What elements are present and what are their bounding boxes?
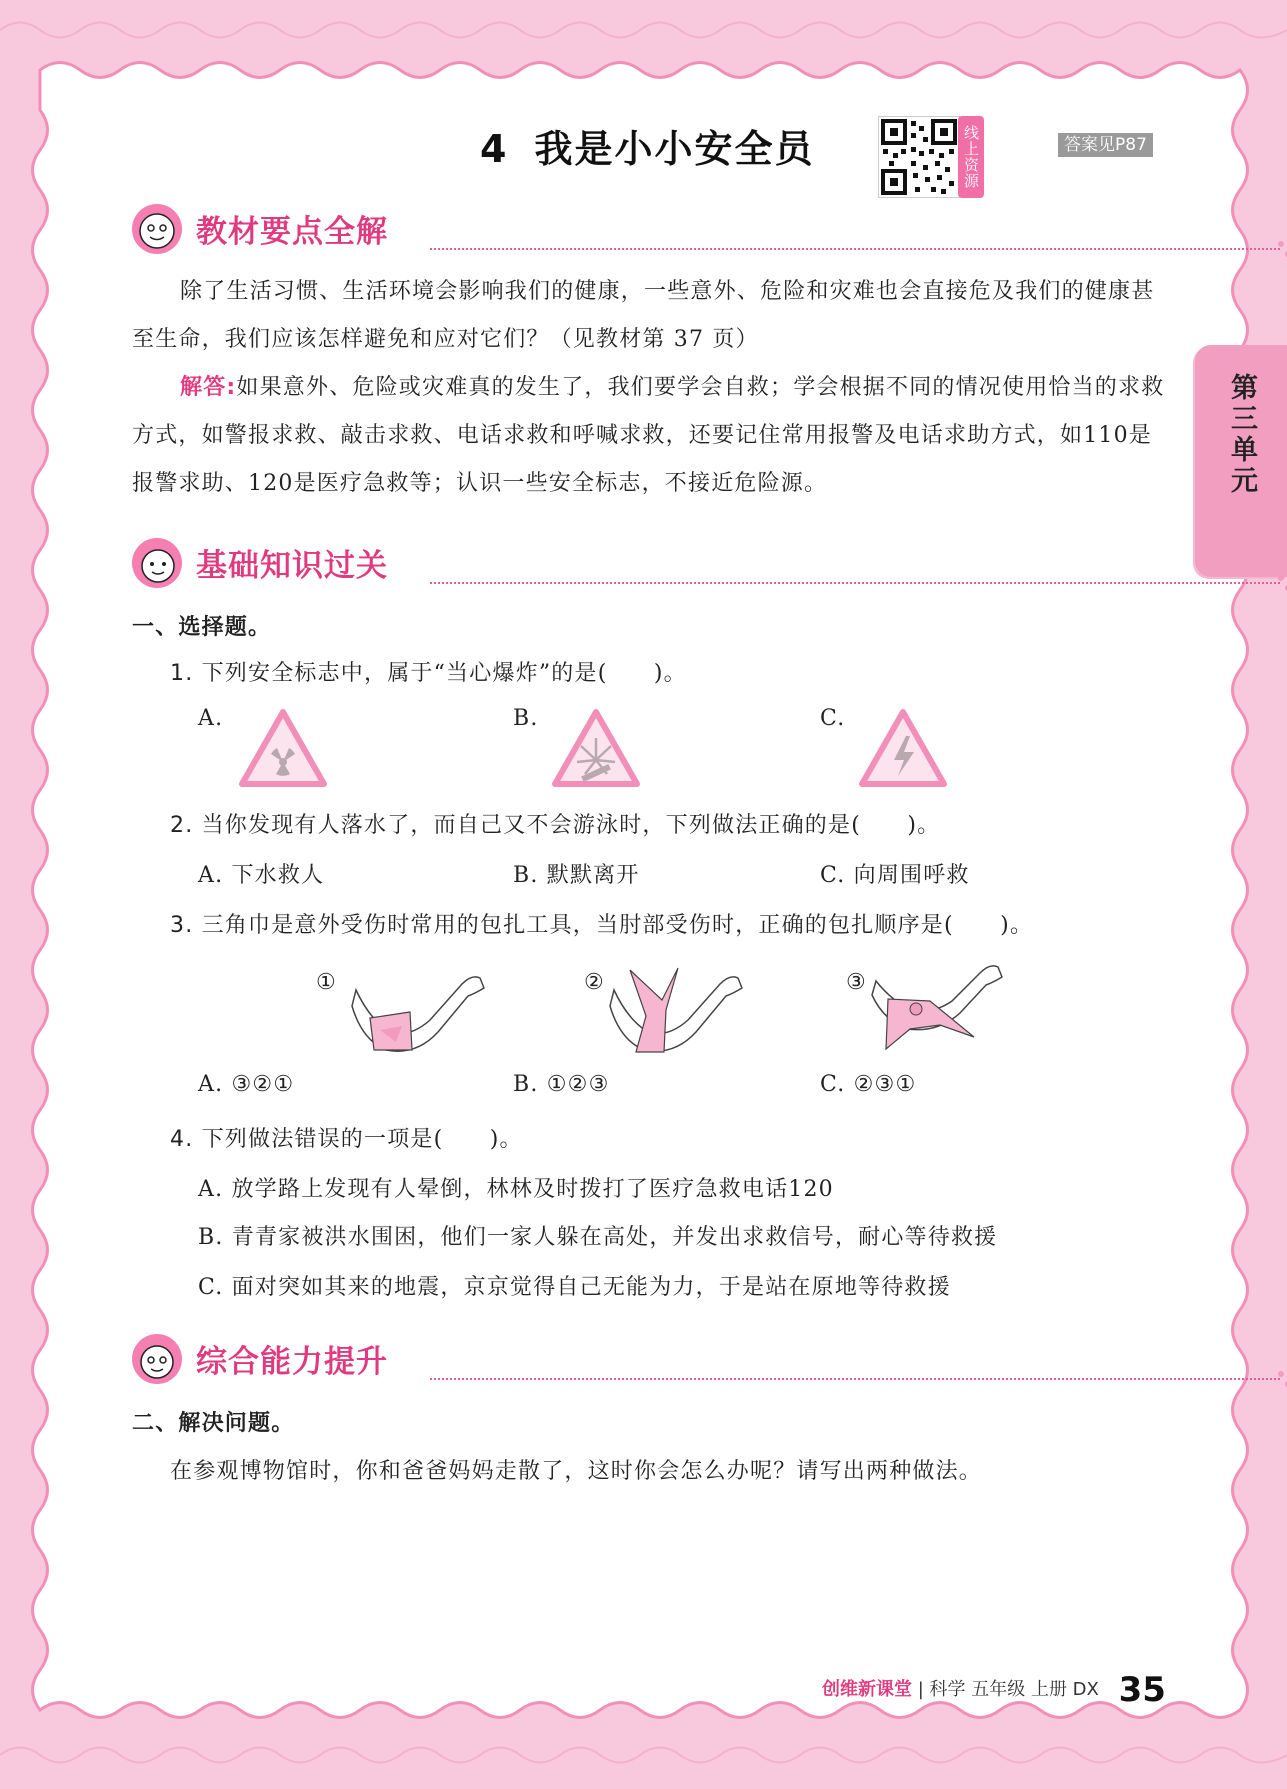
question-number: 1. <box>170 661 194 686</box>
page-footer <box>822 1670 1166 1710</box>
option-b-label[interactable]: B. 默默离开 <box>513 863 640 888</box>
option-c-label[interactable]: C. <box>820 706 846 731</box>
dots-ornament-icon <box>1276 238 1287 260</box>
textbook-answer <box>132 364 1172 508</box>
mascot-icon <box>130 536 184 590</box>
option-c-label[interactable]: C. ②③① <box>820 1072 917 1097</box>
question-3 <box>170 908 1033 939</box>
question-number: 2. <box>170 813 194 838</box>
mascot-icon <box>130 202 184 256</box>
answer-reference-badge: 答案见P87 <box>1058 133 1153 157</box>
question-text: 下列安全标志中，属于“当心爆炸”的是( )。 <box>201 661 687 686</box>
section-header-advanced <box>130 1332 1150 1388</box>
question-text: 三角巾是意外受伤时常用的包扎工具，当肘部受伤时，正确的包扎顺序是( )。 <box>201 913 1034 938</box>
dots-ornament-icon <box>1276 1368 1287 1390</box>
question-text: 当你发现有人落水了，而自己又不会游泳时，下列做法正确的是( )。 <box>201 813 941 838</box>
section-header-textbook <box>130 202 1150 258</box>
option-a-label[interactable]: A. <box>198 706 224 731</box>
figure-label-3: ③ <box>846 970 867 995</box>
radiation-icon <box>238 708 328 788</box>
footer-brand: 创维新课堂 <box>822 1679 912 1700</box>
section-header-basic <box>130 536 1150 592</box>
footer-info: | 科学 五年级 上册 DX <box>917 1679 1099 1700</box>
option-b-label[interactable]: B. ①②③ <box>513 1072 610 1097</box>
option-a-label[interactable]: A. 下水救人 <box>198 863 325 888</box>
section-title: 教材要点全解 <box>196 214 388 250</box>
problem-question: 在参观博物馆时，你和爸爸妈妈走散了，这时你会怎么办呢？请写出两种做法。 <box>170 1459 983 1484</box>
lesson-number: 4 <box>480 127 509 171</box>
option-b-label[interactable]: B. <box>513 706 539 731</box>
question-text: 下列做法错误的一项是( )。 <box>201 1127 523 1152</box>
question-2 <box>170 808 940 839</box>
option-c-label[interactable]: C. 面对突如其来的地震，京京觉得自己无能为力，于是站在原地等待救援 <box>198 1275 951 1300</box>
figure-label-2: ② <box>584 970 605 995</box>
question-number: 4. <box>170 1127 194 1152</box>
bandage-step-1-icon <box>350 960 490 1060</box>
question-4 <box>170 1122 523 1153</box>
option-a-label[interactable]: A. 放学路上发现有人晕倒，林林及时拨打了医疗急救电话120 <box>198 1177 834 1202</box>
bandage-step-3-icon <box>870 955 1010 1060</box>
part-heading-choice: 一、选择题。 <box>132 615 272 640</box>
unit-side-tab-label: 第三单元 <box>1226 373 1257 497</box>
textbook-question: 除了生活习惯、生活环境会影响我们的健康，一些意外、危险和灾难也会直接危及我们的健康甚至生命，我们应该怎样避免和应对它们？（见教材第 37 页） <box>132 279 1155 352</box>
qr-code-icon[interactable] <box>878 116 960 198</box>
dots-ornament-icon <box>1276 572 1287 594</box>
lesson-title-text: 我是小小安全员 <box>534 127 815 171</box>
page-number: 35 <box>1118 1670 1166 1710</box>
option-c-label[interactable]: C. 向周围呼救 <box>820 863 970 888</box>
electric-shock-icon <box>858 708 948 788</box>
question-1 <box>170 656 687 687</box>
option-a-label[interactable]: A. ③②① <box>198 1072 295 1097</box>
section-title: 基础知识过关 <box>196 548 388 584</box>
part-heading-problem: 二、解决问题。 <box>132 1411 295 1436</box>
online-resource-tag: 线上资源 <box>958 116 984 198</box>
section-title: 综合能力提升 <box>196 1344 388 1380</box>
question-number: 3. <box>170 913 194 938</box>
bandage-step-2-icon <box>608 960 748 1060</box>
mascot-icon <box>130 1332 184 1386</box>
lesson-title <box>480 118 814 173</box>
explosion-icon <box>551 708 641 788</box>
option-b-label[interactable]: B. 青青家被洪水围困，他们一家人躲在高处，并发出求救信号，耐心等待救援 <box>198 1225 998 1250</box>
unit-side-tab <box>1195 345 1287 577</box>
figure-label-1: ① <box>316 970 337 995</box>
answer-text: 如果意外、危险或灾难真的发生了，我们要学会自救；学会根据不同的情况使用恰当的求救方式，如警报求救、敲击求救、电话求救和呼喊求救，还要记住常用报警及电话求助方式，如110是报警求助、120是医疗急救等；认识一些安全标志，不接近危险源。 <box>132 375 1165 496</box>
answer-label: 解答: <box>180 375 237 400</box>
